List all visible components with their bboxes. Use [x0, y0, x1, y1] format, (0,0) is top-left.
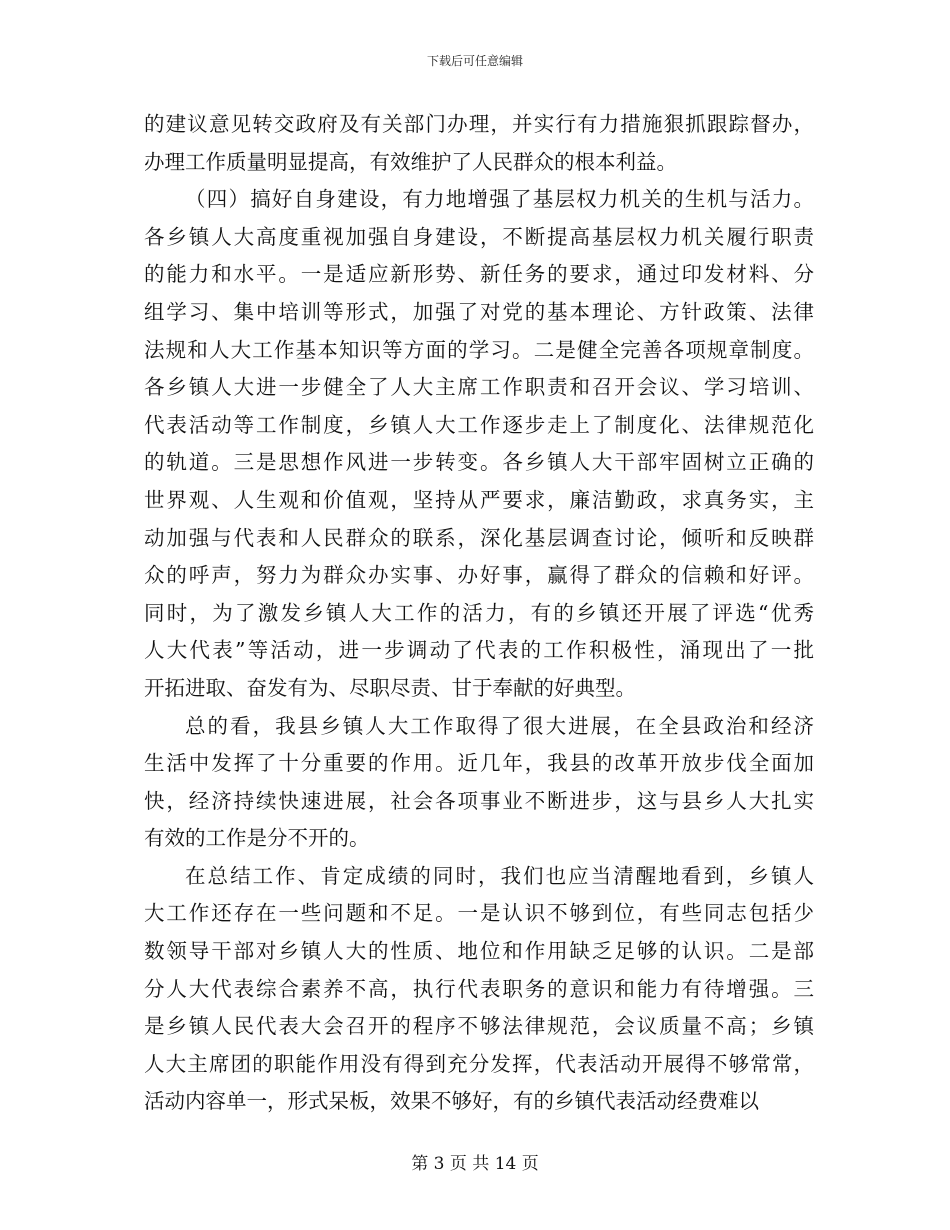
text-line: 大工作还存在一些问题和不足。一是认识不够到位，有些同志包括少: [144, 901, 814, 926]
text-line: 在总结工作、肯定成绩的同时，我们也应当清醒地看到，乡镇人: [185, 863, 814, 888]
text-line: 的轨道。三是思想作风进一步转变。各乡镇人大干部牢固树立正确的: [144, 450, 814, 475]
text-line: 法规和人大工作基本知识等方面的学习。二是健全完善各项规章制度。: [144, 337, 814, 362]
text-line: （四）搞好自身建设，有力地增强了基层权力机关的生机与活力。: [185, 187, 814, 212]
text-line: 数领导干部对乡镇人大的性质、地位和作用缺乏足够的认识。二是部: [144, 939, 814, 964]
text-line: 众的呼声，努力为群众办实事、办好事，赢得了群众的信赖和好评。: [144, 563, 814, 588]
text-line: 人大主席团的职能作用没有得到充分发挥，代表活动开展得不够常常，: [144, 1051, 814, 1076]
text-line: 世界观、人生观和价值观，坚持从严要求，廉洁勤政，求真务实，主: [144, 487, 814, 512]
text-line: 办理工作质量明显提高，有效维护了人民群众的根本利益。: [144, 149, 677, 174]
text-line: 人大代表”等活动，进一步调动了代表的工作积极性，涌现出了一批: [144, 638, 814, 663]
paragraph: [144, 858, 814, 1121]
text-line: 动加强与代表和人民群众的联系，深化基层调查讨论，倾听和反映群: [144, 525, 814, 550]
page-header: 下载后可任意编辑: [426, 54, 523, 68]
text-line: 同时，为了激发乡镇人大工作的活力，有的乡镇还开展了评选“优秀: [144, 600, 814, 625]
text-line: 的建议意见转交政府及有关部门办理，并实行有力措施狠抓跟踪督办，: [144, 112, 814, 136]
text-line: 生活中发挥了十分重要的作用。近几年，我县的改革开放步伐全面加: [144, 751, 814, 776]
text-line: 代表活动等工作制度，乡镇人大工作逐步走上了制度化、法律规范化: [144, 412, 814, 437]
text-line: 活动内容单一，形式呆板，效果不够好，有的乡镇代表活动经费难以: [144, 1089, 759, 1114]
text-line: 分人大代表综合素养不高，执行代表职务的意识和能力有待增强。三: [144, 976, 814, 1001]
text-line: 组学习、集中培训等形式，加强了对党的基本理论、方针政策、法律: [144, 299, 814, 324]
text-line: 有效的工作是分不开的。: [144, 826, 370, 851]
text-line: 快，经济持续快速进展，社会各项事业不断进步，这与县乡人大扎实: [144, 788, 814, 813]
text-line: 是乡镇人民代表大会召开的程序不够法律规范，会议质量不高；乡镇: [144, 1014, 814, 1039]
text-line: 各乡镇人大高度重视加强自身建设，不断提高基层权力机关履行职责: [144, 224, 814, 249]
page-footer: 第 3 页 共 14 页: [411, 1154, 539, 1174]
paragraph: [144, 106, 814, 181]
text-line: 的能力和水平。一是适应新形势、新任务的要求，通过印发材料、分: [144, 262, 814, 287]
paragraph: [144, 708, 814, 858]
text-line: 各乡镇人大进一步健全了人大主席工作职责和召开会议、学习培训、: [144, 375, 814, 400]
paragraph: [144, 181, 814, 707]
text-line: 开拓进取、奋发有为、尽职尽责、甘于奉献的好典型。: [144, 675, 636, 700]
document-body: [144, 106, 814, 1121]
text-line: 总的看，我县乡镇人大工作取得了很大进展，在全县政治和经济: [185, 713, 814, 738]
